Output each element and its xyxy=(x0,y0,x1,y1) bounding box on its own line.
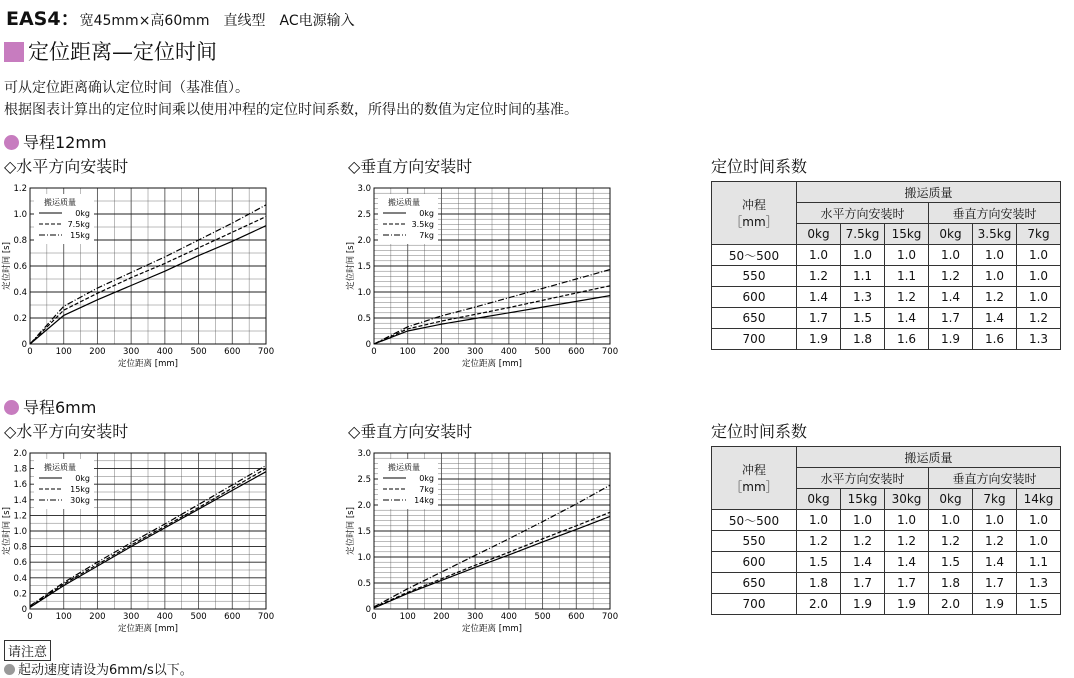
x-tick-label: 100 xyxy=(55,347,72,357)
table-value-cell: 1.0 xyxy=(797,510,841,531)
table-row xyxy=(712,552,1061,573)
x-tick-label: 600 xyxy=(568,612,585,622)
table-value-cell: 1.2 xyxy=(973,531,1017,552)
table-row xyxy=(712,329,1061,350)
table-value-cell: 1.0 xyxy=(1017,287,1061,308)
y-tick-label: 3.0 xyxy=(357,449,371,459)
table-stroke-cell: 600 xyxy=(712,552,797,573)
x-tick-label: 400 xyxy=(500,347,517,357)
coefficient-table-12mm xyxy=(711,181,1061,350)
legend-title: 搬运质量 xyxy=(44,463,76,472)
y-tick-label: 1.8 xyxy=(13,464,27,475)
x-tick-label: 0 xyxy=(27,612,33,622)
x-tick-label: 300 xyxy=(123,612,140,622)
table-header-mass: 搬运质量 xyxy=(797,182,1061,203)
table-value-cell: 1.4 xyxy=(973,308,1017,329)
x-tick-label: 200 xyxy=(89,612,106,622)
table-value-cell: 1.0 xyxy=(841,245,885,266)
table-value-cell: 1.2 xyxy=(797,531,841,552)
x-tick-label: 100 xyxy=(55,612,72,622)
x-axis-label: 定位距离 [mm] xyxy=(462,624,522,634)
legend-label: 0kg xyxy=(75,474,90,483)
table-value-cell: 1.6 xyxy=(885,329,929,350)
table-value-cell: 1.7 xyxy=(885,573,929,594)
table-value-cell: 1.9 xyxy=(973,594,1017,615)
lead-heading-text: 导程6mm xyxy=(23,398,97,417)
lead-heading-text: 导程12mm xyxy=(23,133,107,152)
legend-title: 搬运质量 xyxy=(388,198,420,207)
coefficient-table-title: 定位时间系数 xyxy=(711,422,808,441)
table-mass-cell: 0kg xyxy=(797,224,841,245)
x-tick-label: 600 xyxy=(224,347,241,357)
y-tick-label: 1.5 xyxy=(357,527,371,537)
coefficient-table-title: 定位时间系数 xyxy=(711,157,808,176)
x-tick-label: 500 xyxy=(190,347,207,357)
table-value-cell: 1.9 xyxy=(841,594,885,615)
table-value-cell: 1.7 xyxy=(797,308,841,329)
table-value-cell: 1.7 xyxy=(929,308,973,329)
table-value-cell: 1.8 xyxy=(797,573,841,594)
x-axis-label: 定位距离 [mm] xyxy=(118,359,178,369)
table-value-cell: 1.2 xyxy=(929,266,973,287)
x-tick-label: 500 xyxy=(534,612,551,622)
y-tick-label: 1.2 xyxy=(13,511,27,522)
x-tick-label: 700 xyxy=(601,612,619,622)
table-row xyxy=(712,531,1061,552)
x-tick-label: 500 xyxy=(190,612,207,622)
y-tick-label: 2.0 xyxy=(357,501,371,511)
table-stroke-cell: 50～500 xyxy=(712,245,797,266)
y-tick-label: 2.5 xyxy=(357,475,371,485)
legend-title: 搬运质量 xyxy=(388,463,420,472)
legend-label: 3.5kg xyxy=(411,220,434,229)
table-value-cell: 1.4 xyxy=(841,552,885,573)
table-value-cell: 1.4 xyxy=(885,308,929,329)
x-tick-label: 400 xyxy=(500,612,517,622)
table-body xyxy=(712,510,1061,615)
y-tick-label: 0 xyxy=(365,340,371,350)
y-tick-label: 0.5 xyxy=(357,579,371,589)
table-mass-cell: 0kg xyxy=(929,224,973,245)
table-mass-cell: 7kg xyxy=(973,489,1017,510)
legend-label: 7kg xyxy=(419,485,434,494)
lead-heading-12mm xyxy=(4,130,107,153)
legend-label: 14kg xyxy=(414,496,434,505)
vertical-heading: ◇垂直方向安装时 xyxy=(348,157,473,176)
table-value-cell: 1.4 xyxy=(973,552,1017,573)
table-value-cell: 1.0 xyxy=(1017,531,1061,552)
circle-bullet-icon xyxy=(4,400,19,415)
table-value-cell: 2.0 xyxy=(797,594,841,615)
table-row xyxy=(712,245,1061,266)
description-line-2: 根据图表计算出的定位时间乘以使用冲程的定位时间系数，所得出的数值为定位时间的基准。 xyxy=(4,102,578,118)
legend-label: 7.5kg xyxy=(67,220,90,229)
x-tick-label: 100 xyxy=(399,347,416,357)
table-value-cell: 2.0 xyxy=(929,594,973,615)
y-tick-label: 0.8 xyxy=(13,542,27,553)
table-value-cell: 1.3 xyxy=(1017,573,1061,594)
y-tick-label: 1.2 xyxy=(13,184,27,194)
table-mass-cell: 3.5kg xyxy=(973,224,1017,245)
y-tick-label: 1.0 xyxy=(13,527,27,537)
table-value-cell: 1.9 xyxy=(797,329,841,350)
table-value-cell: 1.0 xyxy=(1017,266,1061,287)
table-value-cell: 1.0 xyxy=(929,245,973,266)
x-tick-label: 400 xyxy=(156,347,173,357)
table-value-cell: 1.0 xyxy=(841,510,885,531)
table-value-cell: 1.3 xyxy=(841,287,885,308)
table-mass-cell: 30kg xyxy=(885,489,929,510)
legend-label: 30kg xyxy=(70,496,90,505)
horizontal-heading: ◇水平方向安装时 xyxy=(4,157,129,176)
table-header-stroke: 冲程 ［mm］ xyxy=(712,182,797,245)
legend-label: 15kg xyxy=(70,231,90,240)
square-bullet-icon xyxy=(4,42,24,62)
x-tick-label: 300 xyxy=(467,612,484,622)
table-stroke-cell: 50～500 xyxy=(712,510,797,531)
table-value-cell: 1.0 xyxy=(885,510,929,531)
table-value-cell: 1.5 xyxy=(929,552,973,573)
table-value-cell: 1.0 xyxy=(1017,510,1061,531)
table-value-cell: 1.1 xyxy=(841,266,885,287)
table-value-cell: 1.6 xyxy=(973,329,1017,350)
y-axis-label: 定位时间 [s] xyxy=(346,507,356,555)
y-tick-label: 1.4 xyxy=(13,495,27,506)
table-value-cell: 1.5 xyxy=(1017,594,1061,615)
table-value-cell: 1.9 xyxy=(929,329,973,350)
table-body xyxy=(712,245,1061,350)
table-value-cell: 1.4 xyxy=(929,287,973,308)
x-tick-label: 700 xyxy=(257,612,275,622)
table-row xyxy=(712,573,1061,594)
y-tick-label: 1.6 xyxy=(13,480,27,491)
y-tick-label: 0.4 xyxy=(13,288,27,298)
y-tick-label: 0.5 xyxy=(357,314,371,324)
y-tick-label: 0.4 xyxy=(13,573,27,584)
section-title-text: 定位距离—定位时间 xyxy=(28,40,217,64)
table-mass-cell: 0kg xyxy=(929,489,973,510)
y-axis-label: 定位时间 [s] xyxy=(346,242,356,290)
x-tick-label: 400 xyxy=(156,612,173,622)
model-name: EAS4 xyxy=(6,8,61,30)
table-value-cell: 1.0 xyxy=(797,245,841,266)
table-value-cell: 1.0 xyxy=(973,510,1017,531)
y-tick-label: 0.6 xyxy=(13,262,27,272)
x-tick-label: 200 xyxy=(89,347,106,357)
x-tick-label: 100 xyxy=(399,612,416,622)
chart-6mm-horizontal xyxy=(0,441,290,637)
y-tick-label: 0.8 xyxy=(13,236,27,246)
y-axis-label: 定位时间 [s] xyxy=(2,507,12,555)
table-stroke-cell: 600 xyxy=(712,287,797,308)
chart-12mm-horizontal xyxy=(0,176,290,372)
x-tick-label: 0 xyxy=(371,347,377,357)
x-tick-label: 500 xyxy=(534,347,551,357)
table-mass-cell: 7.5kg xyxy=(841,224,885,245)
table-row xyxy=(712,510,1061,531)
chart-6mm-vertical xyxy=(344,441,634,637)
y-tick-label: 1.0 xyxy=(357,288,371,298)
table-header-stroke: 冲程 ［mm］ xyxy=(712,447,797,510)
table-value-cell: 1.5 xyxy=(797,552,841,573)
table-header-horizontal: 水平方向安装时 xyxy=(797,203,929,224)
x-tick-label: 700 xyxy=(601,347,619,357)
table-value-cell: 1.2 xyxy=(1017,308,1061,329)
y-tick-label: 1.5 xyxy=(357,262,371,272)
chart-12mm-vertical xyxy=(344,176,634,372)
section-title xyxy=(4,36,217,66)
product-header xyxy=(6,4,355,31)
table-stroke-cell: 650 xyxy=(712,308,797,329)
table-stroke-cell: 700 xyxy=(712,594,797,615)
legend-label: 0kg xyxy=(419,209,434,218)
table-value-cell: 1.8 xyxy=(841,329,885,350)
y-tick-label: 2.0 xyxy=(13,449,27,459)
y-tick-label: 2.0 xyxy=(357,236,371,246)
table-value-cell: 1.1 xyxy=(1017,552,1061,573)
table-row xyxy=(712,266,1061,287)
table-value-cell: 1.0 xyxy=(885,245,929,266)
table-stroke-cell: 550 xyxy=(712,531,797,552)
table-value-cell: 1.5 xyxy=(841,308,885,329)
table-value-cell: 1.2 xyxy=(929,531,973,552)
note-box: 请注意 xyxy=(4,640,51,661)
table-value-cell: 1.2 xyxy=(973,287,1017,308)
table-value-cell: 1.1 xyxy=(885,266,929,287)
table-row xyxy=(712,308,1061,329)
table-header-vertical: 垂直方向安装时 xyxy=(929,203,1061,224)
header-separator: ： xyxy=(60,8,80,30)
legend-label: 0kg xyxy=(75,209,90,218)
description-line-1: 可从定位距离确认定位时间（基准值）。 xyxy=(4,80,249,96)
x-tick-label: 300 xyxy=(467,347,484,357)
table-mass-cell: 15kg xyxy=(885,224,929,245)
table-value-cell: 1.0 xyxy=(1017,245,1061,266)
horizontal-heading: ◇水平方向安装时 xyxy=(4,422,129,441)
legend-label: 15kg xyxy=(70,485,90,494)
table-value-cell: 1.4 xyxy=(797,287,841,308)
y-tick-label: 2.5 xyxy=(357,210,371,220)
table-value-cell: 1.7 xyxy=(973,573,1017,594)
table-value-cell: 1.0 xyxy=(929,510,973,531)
legend-label: 7kg xyxy=(419,231,434,240)
table-mass-cell: 0kg xyxy=(797,489,841,510)
note-text: 起动速度请设为6mm/s以下。 xyxy=(18,663,193,678)
x-tick-label: 0 xyxy=(27,347,33,357)
lead-heading-6mm xyxy=(4,395,96,418)
legend-label: 0kg xyxy=(419,474,434,483)
coefficient-table-6mm xyxy=(711,446,1061,615)
y-tick-label: 3.0 xyxy=(357,184,371,194)
y-tick-label: 0 xyxy=(21,340,27,350)
table-value-cell: 1.2 xyxy=(885,287,929,308)
table-header-mass: 搬运质量 xyxy=(797,447,1061,468)
table-stroke-cell: 550 xyxy=(712,266,797,287)
y-tick-label: 0 xyxy=(21,605,27,615)
x-tick-label: 300 xyxy=(123,347,140,357)
y-tick-label: 0 xyxy=(365,605,371,615)
table-header-horizontal: 水平方向安装时 xyxy=(797,468,929,489)
table-value-cell: 1.7 xyxy=(841,573,885,594)
table-value-cell: 1.2 xyxy=(885,531,929,552)
x-tick-label: 0 xyxy=(371,612,377,622)
table-value-cell: 1.0 xyxy=(973,245,1017,266)
x-tick-label: 700 xyxy=(257,347,275,357)
x-axis-label: 定位距离 [mm] xyxy=(118,624,178,634)
table-stroke-cell: 700 xyxy=(712,329,797,350)
x-tick-label: 600 xyxy=(568,347,585,357)
table-value-cell: 1.9 xyxy=(885,594,929,615)
table-value-cell: 1.4 xyxy=(885,552,929,573)
table-value-cell: 1.2 xyxy=(797,266,841,287)
table-mass-cell: 14kg xyxy=(1017,489,1061,510)
x-axis-label: 定位距离 [mm] xyxy=(462,359,522,369)
x-tick-label: 200 xyxy=(433,612,450,622)
x-tick-label: 600 xyxy=(224,612,241,622)
y-tick-label: 1.0 xyxy=(357,553,371,563)
table-row xyxy=(712,594,1061,615)
note-text-line xyxy=(4,659,193,678)
table-value-cell: 1.2 xyxy=(841,531,885,552)
table-mass-cell: 15kg xyxy=(841,489,885,510)
table-value-cell: 1.8 xyxy=(929,573,973,594)
table-value-cell: 1.0 xyxy=(973,266,1017,287)
table-row xyxy=(712,287,1061,308)
y-tick-label: 0.6 xyxy=(13,558,27,569)
y-tick-label: 1.0 xyxy=(13,210,27,220)
circle-bullet-icon xyxy=(4,664,15,675)
y-axis-label: 定位时间 [s] xyxy=(2,242,12,290)
table-stroke-cell: 650 xyxy=(712,573,797,594)
table-mass-cell: 7kg xyxy=(1017,224,1061,245)
table-value-cell: 1.3 xyxy=(1017,329,1061,350)
y-tick-label: 0.2 xyxy=(13,589,27,600)
model-spec: 宽45mm×高60mm 直线型 AC电源输入 xyxy=(79,13,355,29)
x-tick-label: 200 xyxy=(433,347,450,357)
y-tick-label: 0.2 xyxy=(13,314,27,324)
table-header-vertical: 垂直方向安装时 xyxy=(929,468,1061,489)
legend-title: 搬运质量 xyxy=(44,198,76,207)
circle-bullet-icon xyxy=(4,135,19,150)
vertical-heading: ◇垂直方向安装时 xyxy=(348,422,473,441)
